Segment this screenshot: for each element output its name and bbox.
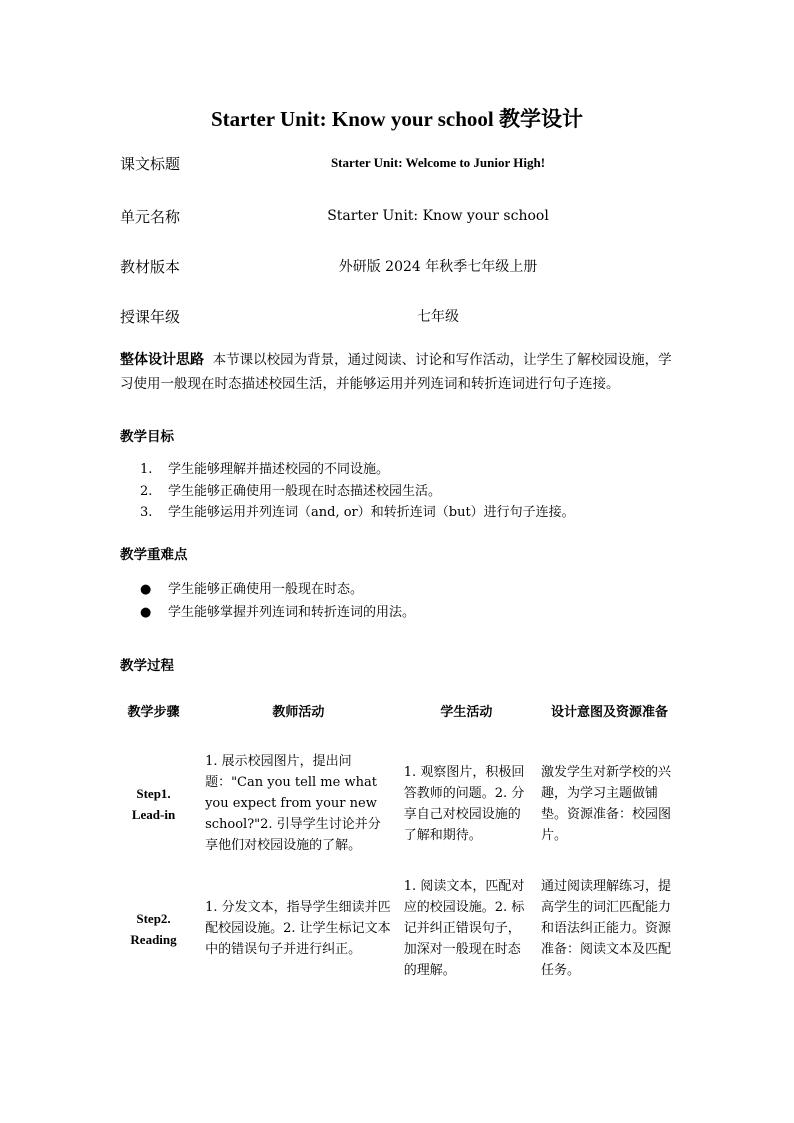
intent-cell: 通过阅读理解练习，提高学生的词汇匹配能力和语法纠正能力。资源准备：阅读文本及匹配任务。 bbox=[541, 879, 672, 978]
process-heading: 教学过程 bbox=[120, 658, 174, 674]
objectives-heading: 教学目标 bbox=[120, 429, 174, 445]
process-table bbox=[108, 683, 684, 991]
step-cell: Step2. Reading bbox=[130, 910, 177, 947]
design-text: 本节课以校园为背景，通过阅读、讨论和写作活动，让学生了解校园设施，学习使用一般现在时态描述校园生活，并能够运用并列连词和转折连词进行句子连接。 bbox=[120, 352, 672, 392]
design-paragraph bbox=[120, 348, 680, 396]
unit-label: 单元名称 bbox=[120, 208, 181, 226]
bullet-icon: ● bbox=[140, 582, 152, 597]
student-cell: 1. 阅读文本，匹配对应的校园设施。2. 标记并纠正错误句子，加深对一般现在时态的理解。 bbox=[403, 879, 525, 978]
design-label: 整体设计思路 bbox=[120, 352, 204, 368]
table-row bbox=[108, 866, 684, 991]
intent-cell: 激发学生对新学校的兴趣，为学习主题做铺垫。资源准备：校园图片。 bbox=[541, 764, 672, 843]
list-item: ● 学生能够掌握并列连词和转折连词的用法。 bbox=[140, 601, 415, 624]
header-student: 学生活动 bbox=[440, 704, 493, 720]
teacher-cell: 1. 分发文本，指导学生细读并匹配校园设施。2. 让学生标记文本中的错误句子并进行纠正。 bbox=[205, 900, 391, 957]
key-points-list bbox=[140, 578, 415, 624]
lesson-title-label: 课文标题 bbox=[120, 155, 181, 173]
objectives-list bbox=[140, 459, 575, 524]
unit-value: Starter Unit: Know your school bbox=[327, 208, 549, 224]
grade-value: 七年级 bbox=[417, 309, 459, 325]
table-header-row bbox=[108, 683, 684, 741]
list-item: 3. 学生能够运用并列连词（and, or）和转折连词（but）进行句子连接。 bbox=[140, 505, 575, 520]
edition-value: 外研版 2024 年秋季七年级上册 bbox=[338, 259, 538, 275]
teacher-cell: 1. 展示校园图片，提出问题："Can you tell me what you expect from your new school?"2. 引导学生讨论并分享他们对校园设施的了解。 bbox=[205, 754, 381, 853]
list-item: 1. 学生能够理解并描述校园的不同设施。 bbox=[140, 462, 390, 477]
document-title: Starter Unit: Know your school 教学设计 bbox=[211, 107, 583, 131]
list-item: ● 学生能够正确使用一般现在时态。 bbox=[140, 578, 415, 601]
list-item: 2. 学生能够正确使用一般现在时态描述校园生活。 bbox=[140, 483, 442, 499]
edition-label: 教材版本 bbox=[120, 258, 181, 276]
grade-label: 授课年级 bbox=[120, 308, 181, 326]
table-row bbox=[108, 741, 684, 866]
header-teacher: 教师活动 bbox=[272, 704, 325, 720]
lesson-title-value: Starter Unit: Welcome to Junior High! bbox=[330, 155, 546, 170]
key-points-heading: 教学重难点 bbox=[120, 547, 188, 563]
student-cell: 1. 观察图片，积极回答教师的问题。2. 分享自己对校园设施的了解和期待。 bbox=[403, 764, 525, 843]
bullet-icon: ● bbox=[140, 605, 152, 620]
header-intent: 设计意图及资源准备 bbox=[551, 704, 669, 720]
step-cell: Step1. Lead-in bbox=[131, 785, 176, 822]
header-step: 教学步骤 bbox=[127, 704, 180, 720]
